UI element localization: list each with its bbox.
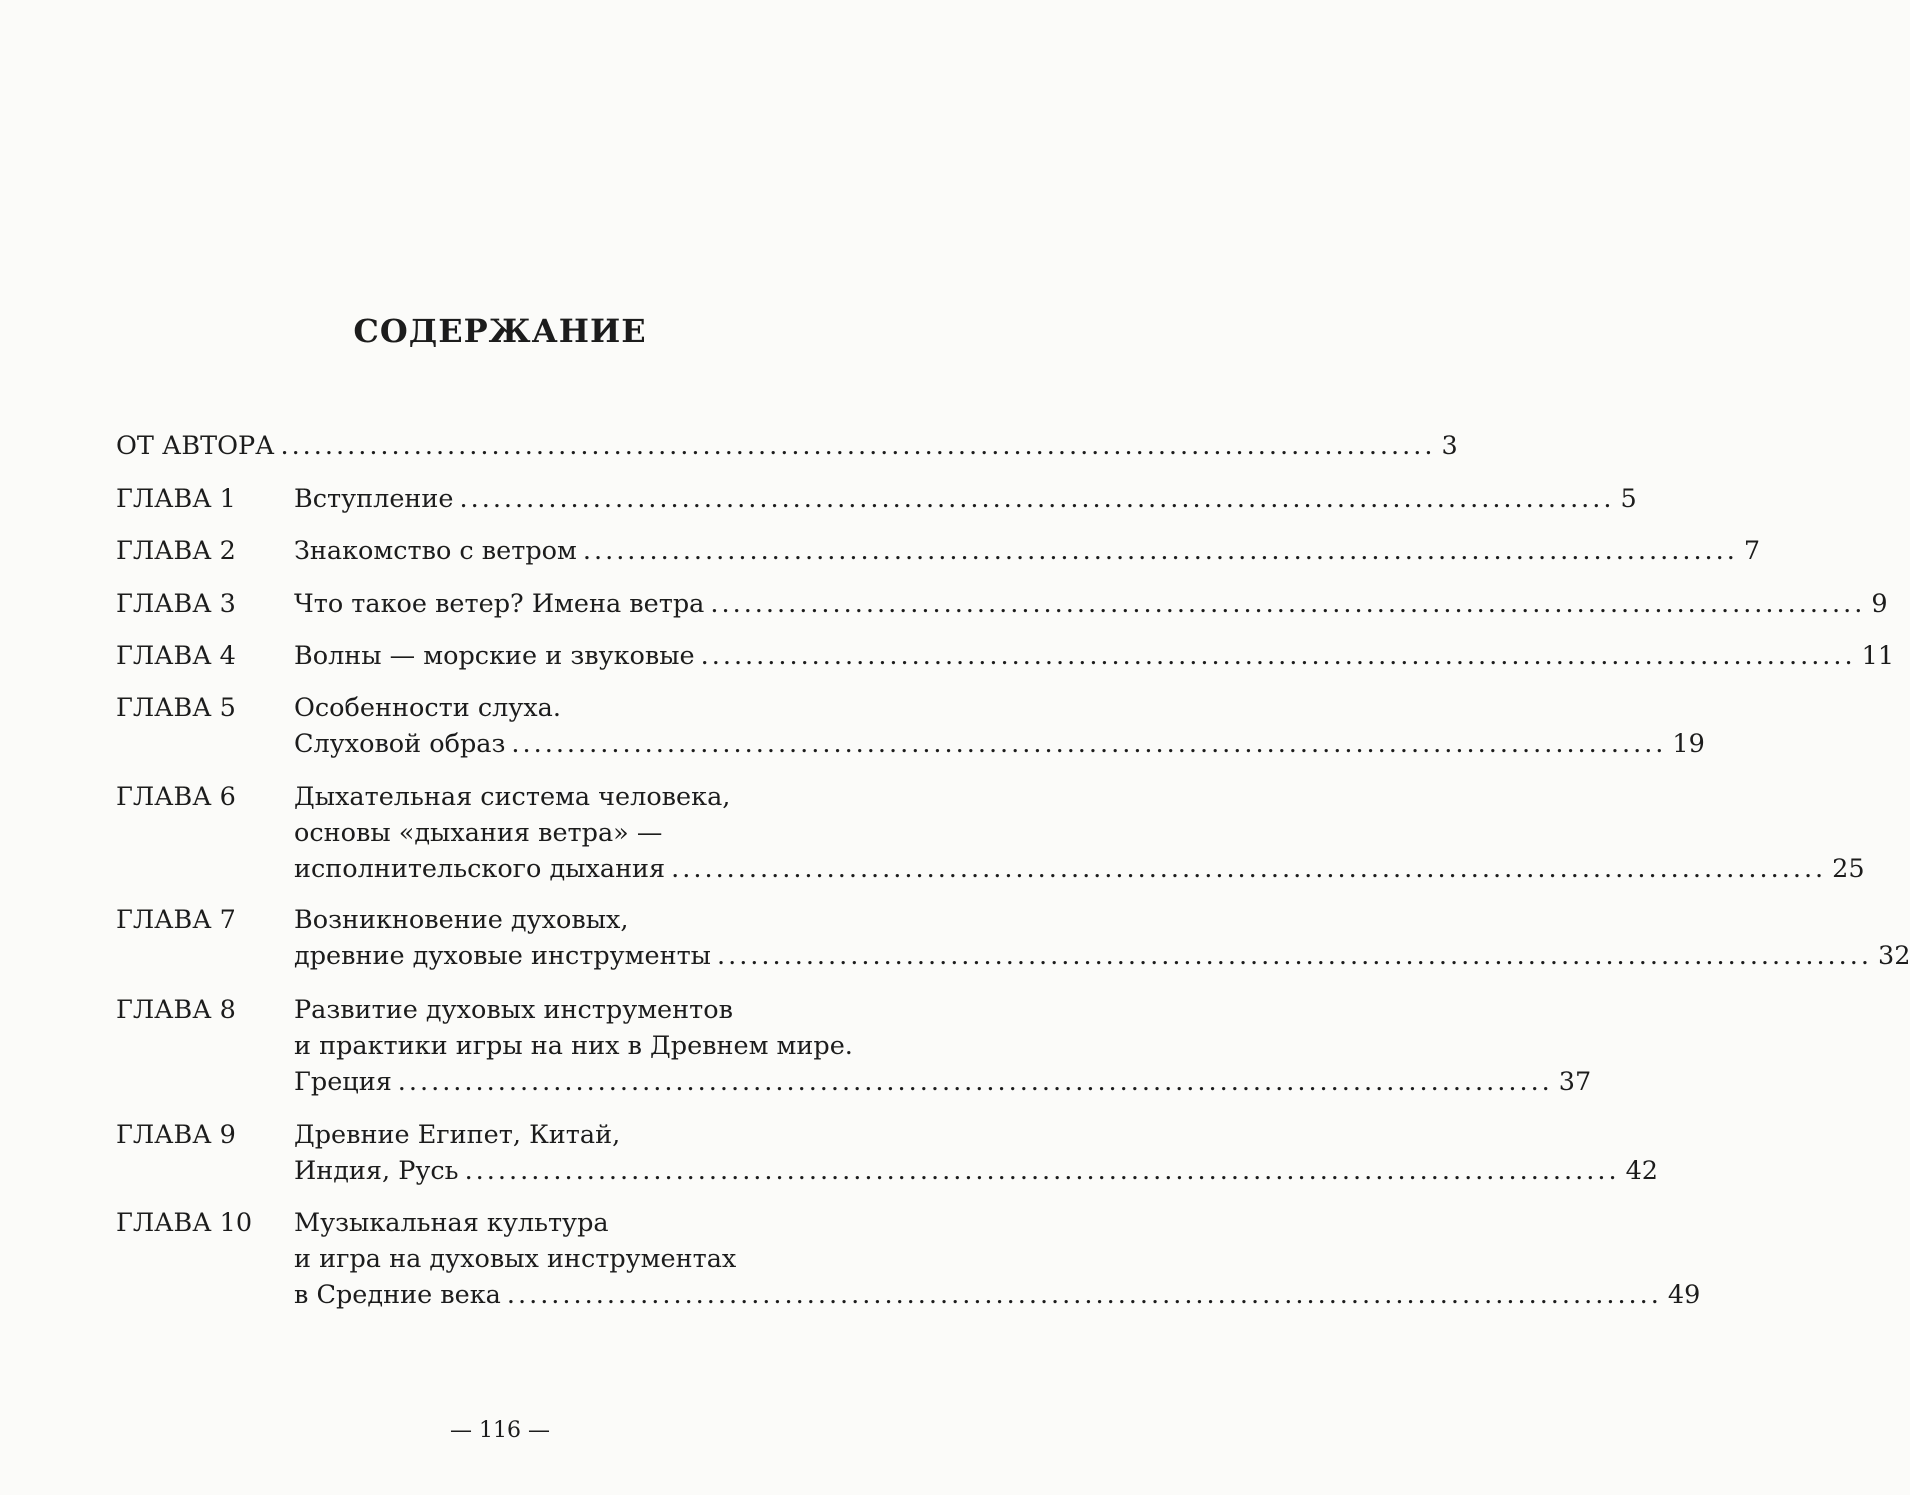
toc-page-number: 37 — [1558, 1067, 1592, 1097]
page-number: — 116 — — [450, 1418, 550, 1443]
toc-entry-title: Вступление — [294, 484, 454, 514]
toc-entry-title: Знакомство с ветром — [294, 536, 577, 566]
dot-leader: ........................................................................................................ — [700, 641, 1856, 671]
dot-leader: ........................................................................................................ — [280, 431, 1436, 461]
chapter-label: ГЛАВА 5 — [116, 693, 236, 723]
chapter-label: ГЛАВА 8 — [116, 995, 236, 1025]
toc-entry-title-line: основы «дыхания ветра» — — [294, 818, 663, 848]
toc-page-number: 49 — [1667, 1280, 1701, 1310]
toc-entry-title-line: Развитие духовых инструментов — [294, 995, 733, 1025]
chapter-label: ГЛАВА 1 — [116, 484, 236, 514]
toc-heading: СОДЕРЖАНИЕ — [353, 312, 647, 350]
toc-entry-title: Греция — [294, 1067, 392, 1097]
toc-entry-title-line: Дыхательная система человека, — [294, 782, 731, 812]
toc-entry-title: ОТ АВТОРА — [116, 431, 275, 461]
chapter-label: ГЛАВА 9 — [116, 1120, 236, 1150]
dot-leader: ........................................................................................................ — [506, 1280, 1662, 1310]
dot-leader: ........................................................................................................ — [582, 536, 1738, 566]
chapter-label: ГЛАВА 3 — [116, 589, 236, 619]
toc-page-number: 11 — [1861, 641, 1895, 671]
toc-entry-title-line: и игра на духовых инструментах — [294, 1244, 737, 1274]
chapter-label: ГЛАВА 2 — [116, 536, 236, 566]
chapter-label: ГЛАВА 7 — [116, 905, 236, 935]
toc-page-number: 42 — [1625, 1156, 1659, 1186]
toc-page-number: 32 — [1877, 941, 1910, 971]
dot-leader: ........................................................................................................ — [710, 589, 1866, 619]
dot-leader: ........................................................................................................ — [671, 854, 1827, 884]
chapter-label: ГЛАВА 4 — [116, 641, 236, 671]
toc-entry-title-line: Древние Египет, Китай, — [294, 1120, 621, 1150]
toc-entry-title-line: Возникновение духовых, — [294, 905, 629, 935]
toc-entry-title-line: Особенности слуха. — [294, 693, 561, 723]
toc-entry-title-line: Музыкальная культура — [294, 1208, 609, 1238]
toc-entry-title: Слуховой образ — [294, 729, 506, 759]
toc-entry-title-line: и практики игры на них в Древнем мире. — [294, 1031, 853, 1061]
dot-leader: ........................................................................................................ — [716, 941, 1872, 971]
toc-entry-title: Что такое ветер? Имена ветра — [294, 589, 705, 619]
toc-entry-title: Индия, Русь — [294, 1156, 459, 1186]
chapter-label: ГЛАВА 6 — [116, 782, 236, 812]
toc-page-number: 3 — [1441, 431, 1458, 461]
toc-entry-title: в Средние века — [294, 1280, 501, 1310]
toc-entry-title: исполнительского дыхания — [294, 854, 666, 884]
dot-leader: ........................................................................................................ — [459, 484, 1615, 514]
toc-page-number: 5 — [1620, 484, 1637, 514]
dot-leader: ........................................................................................................ — [464, 1156, 1620, 1186]
toc-page-number: 9 — [1871, 589, 1888, 619]
dot-leader: ........................................................................................................ — [511, 729, 1667, 759]
toc-page-number: 25 — [1832, 854, 1865, 884]
toc-page-number: 7 — [1743, 536, 1761, 566]
toc-entry-title: древние духовые инструменты — [294, 941, 711, 971]
toc-entry-title: Волны — морские и звуковые — [294, 641, 695, 671]
dot-leader: ........................................................................................................ — [397, 1067, 1553, 1097]
toc-page-number: 19 — [1672, 729, 1705, 759]
chapter-label: ГЛАВА 10 — [116, 1208, 253, 1238]
